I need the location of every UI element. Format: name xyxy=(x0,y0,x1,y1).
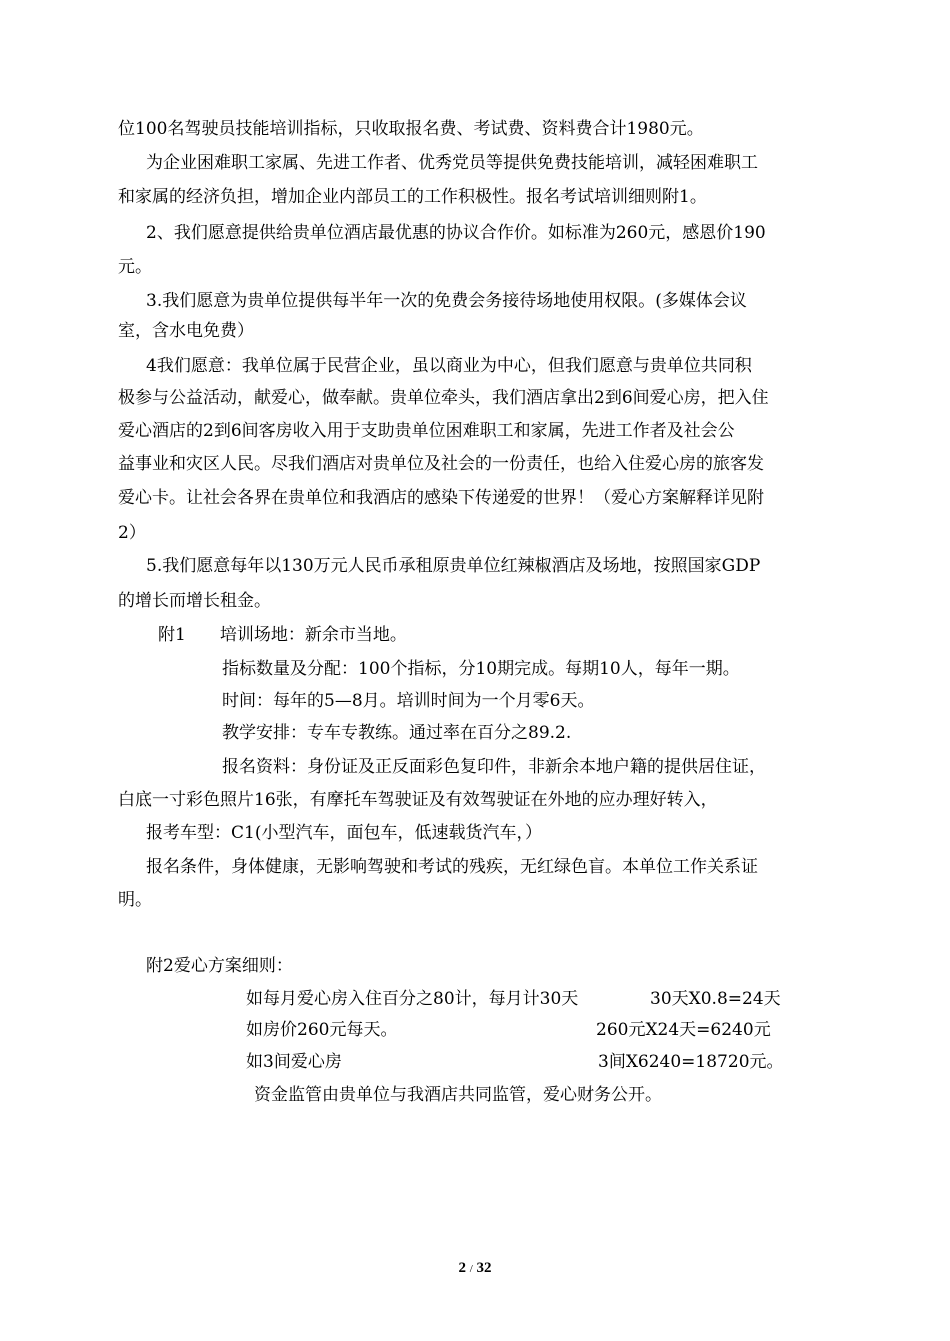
text-line: 报名条件，身体健康，无影响驾驶和考试的残疾，无红绿色盲。本单位工作关系证 xyxy=(146,857,758,877)
text-line: 4我们愿意：我单位属于民营企业，虽以商业为中心，但我们愿意与贵单位共同积 xyxy=(146,356,752,376)
text-line: 教学安排：专车专教练。通过率在百分之89.2. xyxy=(222,723,572,743)
text-line: 报名资料：身份证及正反面彩色复印件，非新余本地户籍的提供居住证， xyxy=(222,757,766,777)
text-line: 益事业和灾区人民。尽我们酒店对贵单位及社会的一份责任，也给入住爱心房的旅客发 xyxy=(118,454,764,474)
calc-label: 如每月爱心房入住百分之80计，每月计30天 xyxy=(246,989,579,1009)
text-line: 2） xyxy=(118,523,146,543)
page-separator: / xyxy=(469,1263,473,1275)
text-line: 和家属的经济负担，增加企业内部员工的工作积极性。报名考试培训细则附1。 xyxy=(118,187,707,207)
page-number xyxy=(0,1260,950,1277)
text-line: 时间：每年的5—8月。培训时间为一个月零6天。 xyxy=(222,691,595,711)
text-line: 位100名驾驶员技能培训指标，只收取报名费、考试费、资料费合计1980元。 xyxy=(118,119,704,139)
text-line: 极参与公益活动，献爱心，做奉献。贵单位牵头，我们酒店拿出2到6间爱心房，把入住 xyxy=(118,388,769,408)
page-current: 2 xyxy=(458,1260,466,1276)
text-line: 的增长而增长租金。 xyxy=(118,591,271,611)
calc-label: 如3间爱心房 xyxy=(246,1052,342,1072)
appendix-1-heading: 附1 培训场地：新余市当地。 xyxy=(158,625,407,645)
text-line: 爱心卡。让社会各界在贵单位和我酒店的感染下传递爱的世界！（爱心方案解释详见附 xyxy=(118,488,764,508)
appendix-2-heading: 附2爱心方案细则： xyxy=(146,956,293,976)
text-line: 5.我们愿意每年以130万元人民币承租原贵单位红辣椒酒店及场地，按照国家GDP xyxy=(146,556,761,576)
text-line: 白底一寸彩色照片16张，有摩托车驾驶证及有效驾驶证在外地的应办理好转入， xyxy=(118,790,718,810)
page-total: 32 xyxy=(476,1260,492,1276)
text-line: 明。 xyxy=(118,890,152,910)
calc-label: 如房价260元每天。 xyxy=(246,1020,398,1040)
calc-value: 30天X0.8=24天 xyxy=(650,989,781,1009)
text-line: 为企业困难职工家属、先进工作者、优秀党员等提供免费技能培训，减轻困难职工 xyxy=(146,153,758,173)
text-line: 元。 xyxy=(118,257,152,277)
calc-value: 3间X6240=18720元。 xyxy=(598,1052,784,1072)
text-line: 资金监管由贵单位与我酒店共同监管，爱心财务公开。 xyxy=(254,1085,662,1105)
text-line: 3.我们愿意为贵单位提供每半年一次的免费会务接待场地使用权限。(多媒体会议 xyxy=(146,291,747,311)
text-line: 指标数量及分配：100个指标，分10期完成。每期10人，每年一期。 xyxy=(222,659,740,679)
text-line: 2、我们愿意提供给贵单位酒店最优惠的协议合作价。如标准为260元，感恩价190 xyxy=(146,223,766,243)
text-line: 爱心酒店的2到6间客房收入用于支助贵单位困难职工和家属，先进工作者及社会公 xyxy=(118,421,735,441)
text-line: 报考车型：C1(小型汽车，面包车，低速载货汽车，） xyxy=(146,823,542,843)
calc-value: 260元X24天=6240元 xyxy=(596,1020,771,1040)
text-line: 室，含水电免费） xyxy=(118,321,254,341)
